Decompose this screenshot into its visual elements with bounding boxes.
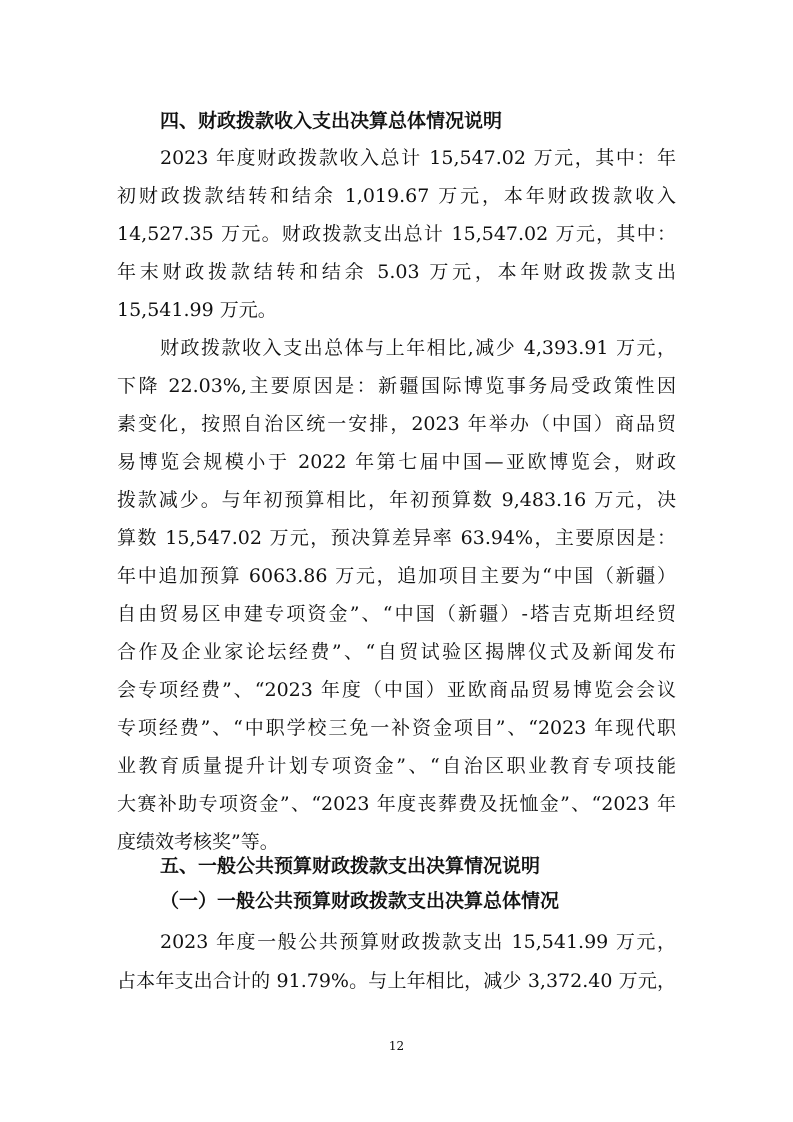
section-4-para1-line-1: 2023 年度财政拨款收入总计 15,547.02 万元，其中：年 xyxy=(160,147,676,169)
section-4-para2-line-5: 拨款减少。与年初预算相比，年初预算数 9,483.16 万元，决 xyxy=(117,489,676,511)
section-4-para2-line-14: 度绩效考核奖”等。 xyxy=(117,831,279,853)
section-4-para2-line-7: 年中追加预算 6063.86 万元，追加项目主要为“中国（新疆） xyxy=(117,565,676,587)
section-5-heading: 五、一般公共预算财政拨款支出决算情况说明 xyxy=(160,855,541,877)
section-4-para2-line-6: 算数 15,547.02 万元，预决算差异率 63.94%，主要原因是： xyxy=(117,527,676,549)
page-number: 12 xyxy=(388,1039,405,1053)
section-4-para2-line-1: 财政拨款收入支出总体与上年相比,减少 4,393.91 万元， xyxy=(160,337,676,359)
section-4-para1-line-4: 年末财政拨款结转和结余 5.03 万元，本年财政拨款支出 xyxy=(117,261,676,283)
section-4-para2-line-9: 合作及企业家论坛经费”、“自贸试验区揭牌仪式及新闻发布 xyxy=(117,641,676,663)
section-5-para1-line-1: 2023 年度一般公共预算财政拨款支出 15,541.99 万元， xyxy=(160,931,676,953)
section-4-para1-line-2: 初财政拨款结转和结余 1,019.67 万元，本年财政拨款收入 xyxy=(117,185,676,207)
section-4-para2-line-3: 素变化，按照自治区统一安排，2023 年举办（中国）商品贸 xyxy=(117,413,676,435)
section-4-para2-line-10: 会专项经费”、“2023 年度（中国）亚欧商品贸易博览会会议 xyxy=(117,679,676,701)
section-4-para2-line-13: 大赛补助专项资金”、“2023 年度丧葬费及抚恤金”、“2023 年 xyxy=(117,793,676,815)
section-4-para2-line-2: 下降 22.03%,主要原因是：新疆国际博览事务局受政策性因 xyxy=(117,375,676,397)
section-4-para1-line-3: 14,527.35 万元。财政拨款支出总计 15,547.02 万元，其中： xyxy=(117,223,676,245)
section-4-para2-line-11: 专项经费”、“中职学校三免一补资金项目”、“2023 年现代职 xyxy=(117,717,676,739)
section-4-para2-line-8: 自由贸易区申建专项资金”、“中国（新疆）-塔吉克斯坦经贸 xyxy=(117,603,676,625)
section-4-para2-line-12: 业教育质量提升计划专项资金”、“自治区职业教育专项技能 xyxy=(117,755,676,777)
section-5-para1-line-2: 占本年支出合计的 91.79%。与上年相比，减少 3,372.40 万元， xyxy=(117,970,676,992)
section-4-para1-line-5: 15,541.99 万元。 xyxy=(117,299,277,321)
section-5-subheading: （一）一般公共预算财政拨款支出决算总体情况 xyxy=(160,890,560,912)
section-4-para2-line-4: 易博览会规模小于 2022 年第七届中国—亚欧博览会，财政 xyxy=(117,451,676,473)
section-4-heading: 四、财政拨款收入支出决算总体情况说明 xyxy=(160,110,503,132)
